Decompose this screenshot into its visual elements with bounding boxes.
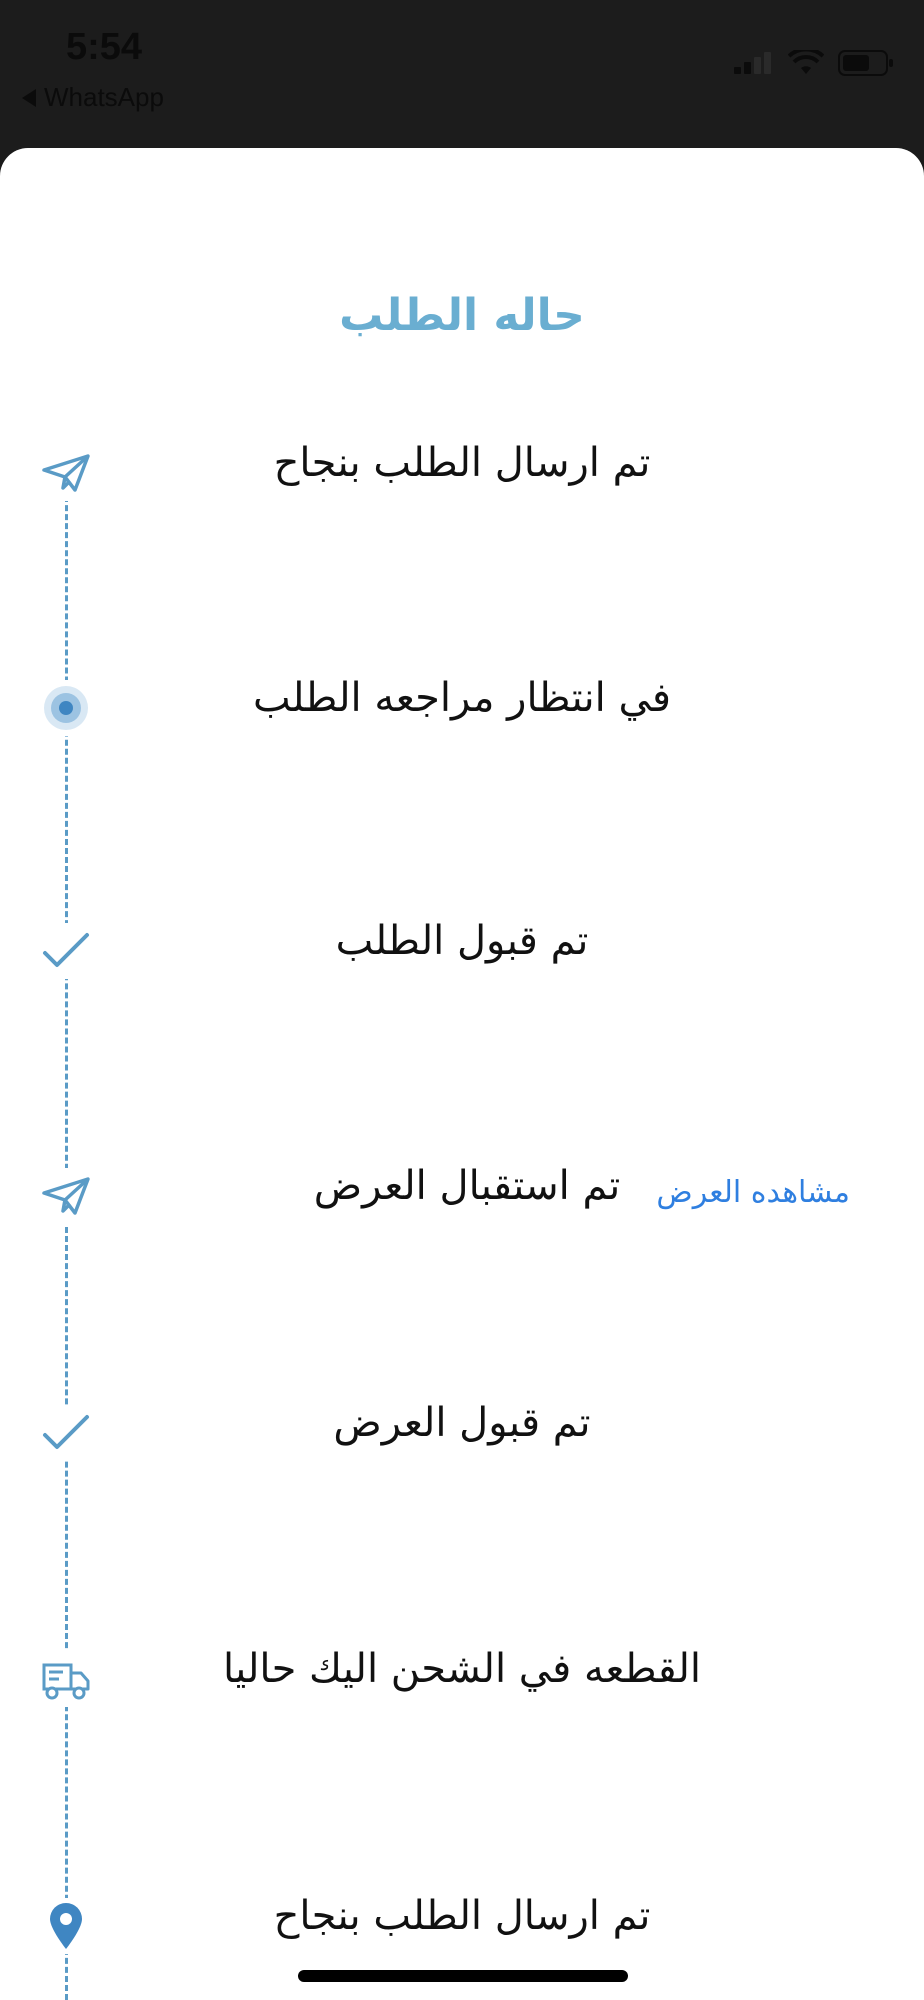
timeline-step-request-sent (0, 430, 924, 510)
current-step-dot-icon (38, 680, 94, 736)
battery-icon (838, 50, 894, 76)
wifi-icon (788, 50, 824, 76)
home-indicator[interactable] (298, 1970, 628, 1982)
paper-plane-icon (38, 1168, 94, 1224)
timeline-step-awaiting-review (0, 665, 924, 745)
timeline-step-final (0, 1883, 924, 1963)
status-icons (734, 50, 894, 76)
timeline-step-in-shipping (0, 1636, 924, 1716)
step-label: القطعه في الشحن اليك حاليا (222, 1646, 702, 1692)
back-triangle-icon (22, 89, 36, 107)
signal-icon (734, 52, 774, 74)
sheet-title: حاله الطلب (339, 290, 585, 341)
step-label: في انتظار مراجعه الطلب (253, 675, 671, 721)
timeline-step-offer-accepted (0, 1390, 924, 1470)
step-label: تم ارسال الطلب بنجاح (273, 1893, 651, 1939)
step-label: تم قبول العرض (333, 1400, 591, 1446)
back-to-app-link[interactable] (22, 82, 164, 113)
timeline-step-request-accepted (0, 908, 924, 988)
timeline-step-offer-received (0, 1153, 924, 1233)
step-label: تم ارسال الطلب بنجاح (273, 440, 651, 486)
location-pin-icon (38, 1898, 94, 1954)
status-time: 5:54 (66, 26, 143, 68)
back-app-label: WhatsApp (44, 82, 164, 112)
step-label: تم استقبال العرض (313, 1163, 621, 1209)
delivery-truck-icon (38, 1651, 94, 1707)
status-bar (0, 0, 924, 150)
order-status-sheet (0, 148, 924, 2000)
view-offer-link[interactable]: مشاهده العرض (656, 1175, 850, 1210)
checkmark-icon (38, 923, 94, 979)
paper-plane-icon (38, 445, 94, 501)
checkmark-icon (38, 1405, 94, 1461)
step-label: تم قبول الطلب (335, 918, 589, 964)
